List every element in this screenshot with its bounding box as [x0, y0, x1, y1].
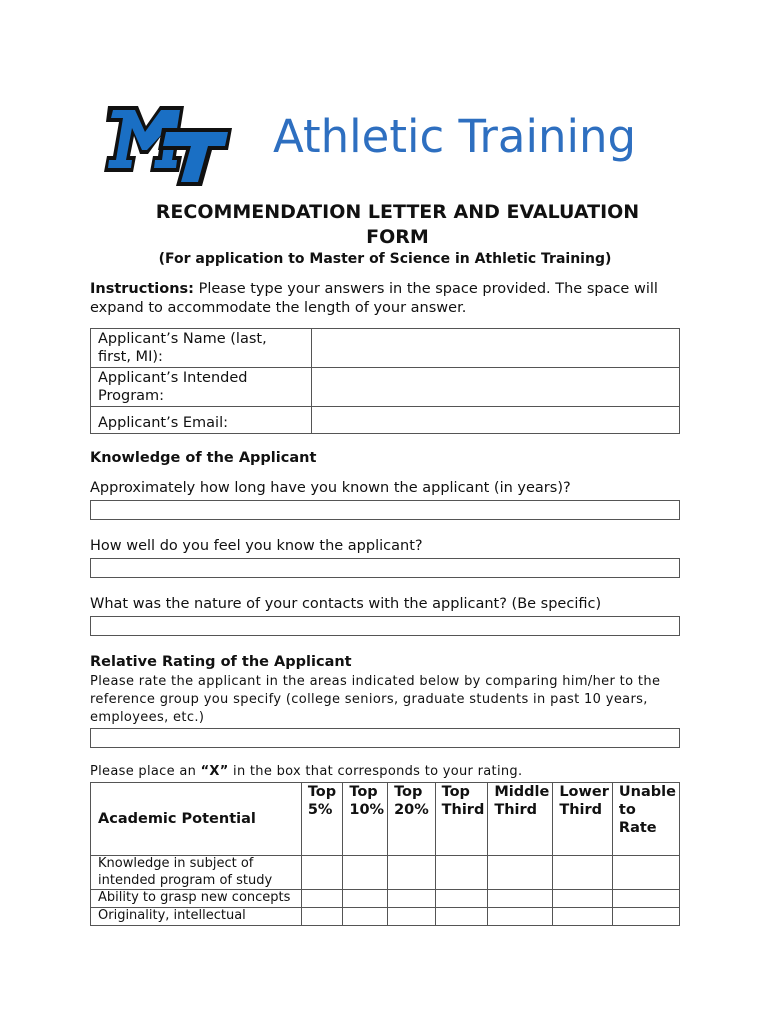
rating-heading: Relative Rating of the Applicant: [90, 654, 352, 670]
place-x-after: in the box that corresponds to your rating.: [228, 764, 523, 779]
instructions-text: Please type your answers in the space provided. The space will expand to accommodate the length of your answer.: [90, 281, 658, 316]
rating-instructions: Please rate the applicant in the areas indicated below by comparing him/her to the reference group you specify (college seniors, graduate students in past 10 years, employees, etc.): [90, 674, 661, 725]
form-heading-line1: RECOMMENDATION LETTER AND EVALUATION: [155, 201, 640, 223]
applicant-email-row: [91, 407, 680, 434]
rating-cell[interactable]: [435, 856, 488, 890]
rating-cell[interactable]: [612, 908, 679, 926]
academic-potential-label: Academic Potential: [91, 783, 302, 856]
rating-cell[interactable]: [488, 856, 553, 890]
rating-cell[interactable]: [488, 908, 553, 926]
rating-cell[interactable]: [553, 890, 613, 908]
question-how-well: How well do you feel you know the applicant?: [90, 538, 423, 554]
place-x-mark: “X”: [200, 764, 229, 779]
column-lower-third: Lower Third: [553, 783, 613, 856]
rating-cell[interactable]: [388, 890, 436, 908]
rating-cell[interactable]: [612, 890, 679, 908]
rating-cell[interactable]: [553, 856, 613, 890]
place-x-instructions: [90, 763, 680, 781]
applicant-name-label: Applicant’s Name (last, first, MI):: [91, 329, 312, 368]
applicant-name-row: [91, 329, 680, 368]
column-top-20: Top 20%: [388, 783, 436, 856]
instructions: [90, 280, 680, 318]
rating-row-knowledge: [91, 856, 680, 890]
rating-cell[interactable]: [343, 856, 388, 890]
rating-row-originality: [91, 908, 680, 926]
form-subtitle: (For application to Master of Science in Athletic Training): [158, 251, 612, 267]
question-years-known: Approximately how long have you known the applicant (in years)?: [90, 480, 571, 496]
rating-header-row: [91, 783, 680, 856]
rating-cell[interactable]: [301, 856, 343, 890]
rating-cell[interactable]: [343, 908, 388, 926]
column-middle-third: Middle Third: [488, 783, 553, 856]
form-heading-line2: FORM: [366, 226, 429, 248]
rating-cell[interactable]: [553, 908, 613, 926]
applicant-info-table: [90, 328, 680, 434]
applicant-program-label: Applicant’s Intended Program:: [91, 368, 312, 407]
answer-years-known[interactable]: [90, 500, 680, 520]
rating-row-label: Originality, intellectual: [91, 908, 302, 926]
applicant-program-field[interactable]: [312, 368, 680, 407]
rating-cell[interactable]: [301, 908, 343, 926]
rating-cell[interactable]: [343, 890, 388, 908]
logo-wordmark: MT: [102, 98, 104, 99]
instructions-label: Instructions:: [90, 281, 194, 297]
column-top-third: Top Third: [435, 783, 488, 856]
answer-reference-group[interactable]: [90, 728, 680, 748]
place-x-before: Please place an: [90, 764, 201, 779]
rating-row-label: Ability to grasp new concepts: [91, 890, 302, 908]
rating-cell[interactable]: [612, 856, 679, 890]
rating-cell[interactable]: [435, 908, 488, 926]
column-top-5: Top 5%: [301, 783, 343, 856]
rating-cell[interactable]: [301, 890, 343, 908]
knowledge-heading: Knowledge of the Applicant: [90, 450, 317, 466]
form-heading: [130, 200, 665, 250]
page-title: Athletic Training: [273, 110, 637, 163]
applicant-email-label: Applicant’s Email:: [91, 407, 312, 434]
rating-row-label: Knowledge in subject of intended program of study: [91, 856, 302, 890]
mt-logo: [102, 98, 234, 188]
rating-cell[interactable]: [435, 890, 488, 908]
rating-cell[interactable]: [388, 856, 436, 890]
applicant-email-field[interactable]: [312, 407, 680, 434]
question-nature-of-contacts: What was the nature of your contacts with the applicant? (Be specific): [90, 596, 602, 612]
rating-table: [90, 782, 680, 926]
rating-row-grasp-concepts: [91, 890, 680, 908]
applicant-program-row: [91, 368, 680, 407]
rating-cell[interactable]: [388, 908, 436, 926]
column-unable-to-rate: Unable to Rate: [612, 783, 679, 856]
applicant-name-field[interactable]: [312, 329, 680, 368]
rating-cell[interactable]: [488, 890, 553, 908]
column-top-10: Top 10%: [343, 783, 388, 856]
answer-nature-of-contacts[interactable]: [90, 616, 680, 636]
answer-how-well[interactable]: [90, 558, 680, 578]
